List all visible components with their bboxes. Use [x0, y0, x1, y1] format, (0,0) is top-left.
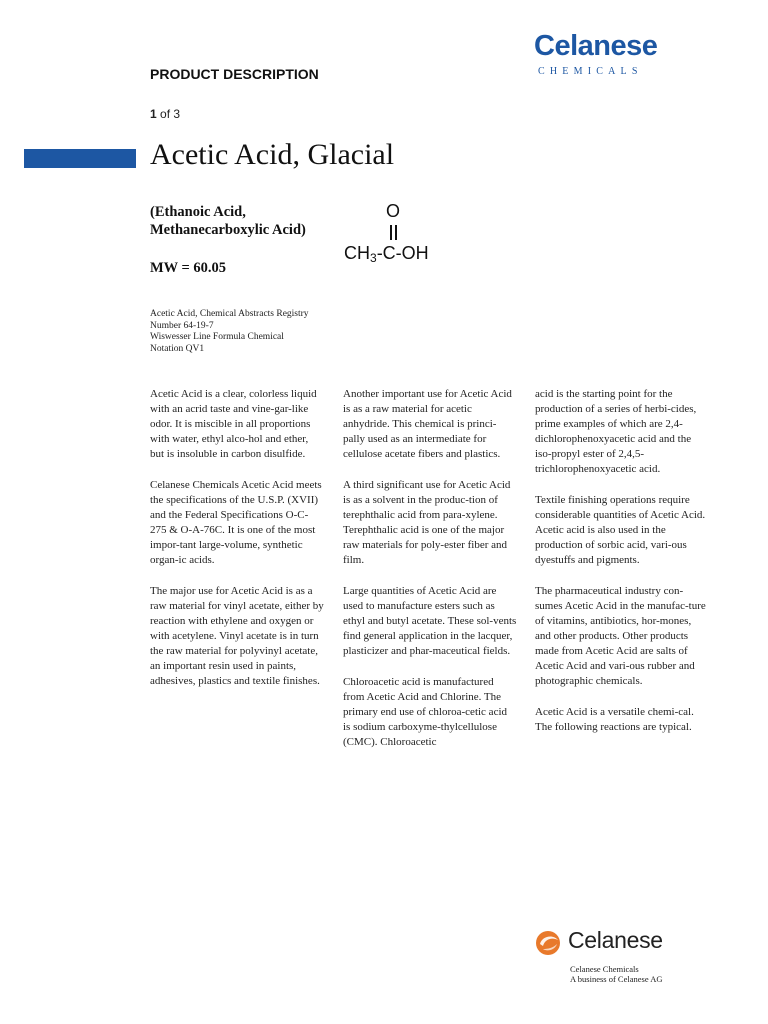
structure-formula: [344, 243, 429, 265]
footer-tagline: [570, 964, 663, 984]
footer-brand-name: Celanese: [568, 927, 663, 953]
paragraph: The major use for Acetic Acid is as a raw material for vinyl acetate, either by reaction with ethylene and oxygen or with acetylene. Vinyl acetate is in turn the raw material for polyvinyl acetate, an important resin used in paints, adhesives, plastics and textile finishes.: [150, 585, 324, 687]
molecular-weight: MW = 60.05: [150, 260, 227, 276]
paragraph: acid is the starting point for the production of a series of herbi-cides, prime examples of which are 2,4-dichlorophenoxyacetic acid and the iso-propyl ester of 2,4,5-trichlorophenoxyacetic acid.: [535, 388, 697, 475]
formula-ch: CH: [344, 243, 370, 263]
synonym-line: Methanecarboxylic Acid): [150, 222, 306, 238]
paragraph: Large quantities of Acetic Acid are used to manufacture esters such as ethyl and butyl acetate. These sol-vents find general application in the lacquer, plasticizer and phar-maceutical fields.: [343, 585, 517, 657]
formula-rest: -C-OH: [376, 243, 429, 263]
tagline-line: A business of Celanese AG: [570, 974, 663, 984]
brand-subtitle: CHEMICALS: [538, 66, 643, 77]
brand-name: Celanese: [534, 30, 658, 62]
paragraph: The pharmaceutical industry con-sumes Acetic Acid in the manufac-ture of vitamins, antibiotics, hor-mones, and other products. Other products made from Acetic Acid are salts of Acetic Acid and vari-ous rubber and photographic chemicals.: [535, 585, 706, 687]
section-heading: PRODUCT DESCRIPTION: [150, 66, 319, 82]
formula-subscript: 3: [370, 251, 377, 265]
paragraph: A third significant use for Acetic Acid is as a solvent in the produc-tion of terephthalic acid from para-xylene. Terephthalic acid is one of the major raw materials for poly-ester fiber and film.: [343, 479, 511, 566]
body-column-3: [535, 387, 709, 751]
body-column-1: [150, 387, 324, 705]
page-indicator: [150, 107, 180, 121]
celanese-swirl-icon: [534, 929, 562, 957]
paragraph: Another important use for Acetic Acid is as a raw material for acetic anhydride. This chemical is princi-pally used as an intermediate for cellulose acetate fibers and plastics.: [343, 388, 512, 460]
paragraph: Chloroacetic acid is manufactured from Acetic Acid and Chlorine. The primary end use of chloroa-cetic acid is sodium carboxyme-thylcellulose (CMC). Chloroacetic: [343, 676, 508, 748]
paragraph: Acetic Acid is a versatile chemi-cal. The following reactions are typical.: [535, 706, 694, 733]
synonyms: [150, 203, 350, 239]
accent-bar: [24, 149, 136, 168]
paragraph: Textile finishing operations require considerable quantities of Acetic Acid. Acetic acid is also used in the production of sorbic acid, vari-ous dyestuffs and pigments.: [535, 494, 706, 566]
page-current: 1: [150, 107, 157, 121]
paragraph: Acetic Acid is a clear, colorless liquid with an acrid taste and vine-gar-like odor. It is miscible in all proportions with water, ethyl alco-hol and ether, but is insoluble in carbon disulfide.: [150, 388, 317, 460]
structure-oxygen: O: [386, 201, 401, 221]
tagline-line: Celanese Chemicals: [570, 964, 639, 974]
registry-line: Wiswesser Line Formula Chemical: [150, 332, 284, 342]
celanese-chemicals-logo: [534, 30, 674, 77]
page-total: of 3: [156, 107, 181, 121]
registry-line: Notation QV1: [150, 343, 205, 354]
double-bond: [389, 225, 398, 240]
paragraph: Celanese Chemicals Acetic Acid meets the specifications of the U.S.P. (XVII) and the Federal Specifications O-C-275 & O-A-76C. It is one of the most impor-tant large-volume, synthetic organ-ic acids.: [150, 479, 322, 566]
registry-line: Number 64-19-7: [150, 320, 214, 331]
registry-line: Acetic Acid, Chemical Abstracts Registry: [150, 309, 309, 319]
synonym-line: (Ethanoic Acid,: [150, 204, 246, 220]
document-title: Acetic Acid, Glacial: [150, 138, 395, 171]
registry-info: [150, 309, 340, 355]
body-column-2: [343, 387, 517, 766]
